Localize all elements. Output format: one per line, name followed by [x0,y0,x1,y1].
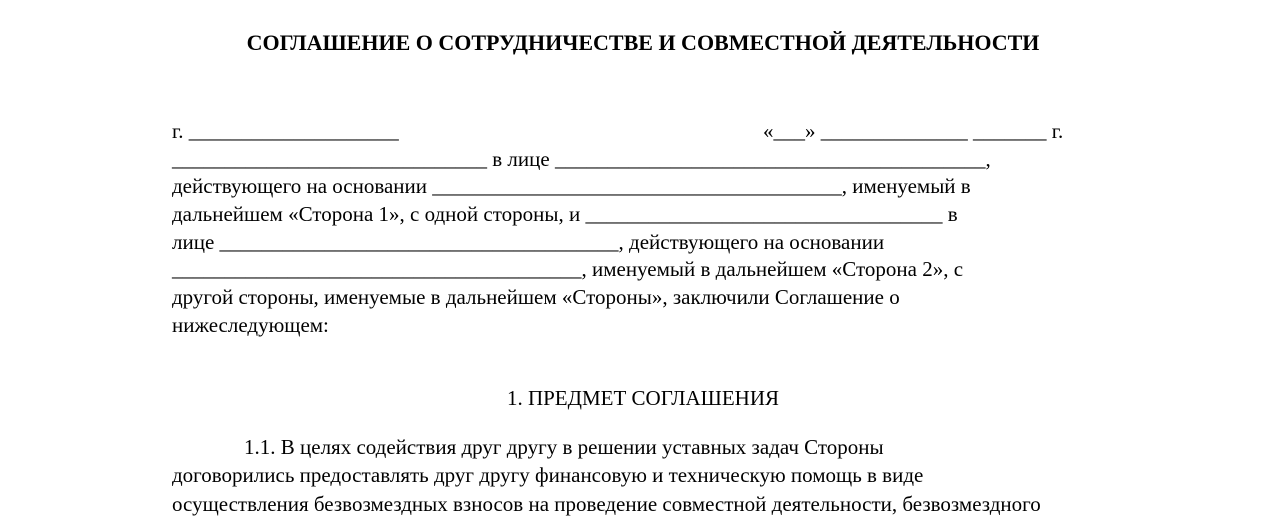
preamble-line-8: нижеследующем: [172,312,329,337]
preamble-city-field: г. ____________________ [172,119,399,143]
document-title: СОГЛАШЕНИЕ О СОТРУДНИЧЕСТВЕ И СОВМЕСТНОЙ ДЕЯТЕЛЬНОСТИ [246,30,1040,55]
preamble-date-field: «___» ______________ _______ г. [763,119,1064,143]
clause-1-1-line-2: договорились предоставлять друг другу финансовую и техническую помощь в виде [172,462,924,487]
preamble-line-6: _______________________________________, именуемый в дальнейшем «Сторона 2», с [172,257,964,282]
preamble-line-5: лице ______________________________________, действующего на основании [172,229,885,254]
preamble-line-3: действующего на основании _______________________________________, именуемый в [172,174,971,199]
preamble-line-7: другой стороны, именуемые в дальнейшем «Стороны», заключили Соглашение о [172,285,900,310]
preamble [172,118,1112,340]
clause-1-1-line-1: 1.1. В целях содействия друг другу в решении уставных задач Стороны [244,435,884,459]
section-heading-subject: 1. ПРЕДМЕТ СОГЛАШЕНИЯ [506,386,780,410]
clause-1-1 [172,434,1112,489]
preamble-place-date-line [172,118,1112,146]
clause-1-1-line-3-partial: осуществления безвозмездных взносов на проведение совместной деятельности, безвозмездного [172,492,1041,516]
preamble-line-4: дальнейшем «Сторона 1», с одной стороны, и __________________________________ в [172,202,958,227]
preamble-line-2: ______________________________ в лице _________________________________________, [172,146,991,171]
